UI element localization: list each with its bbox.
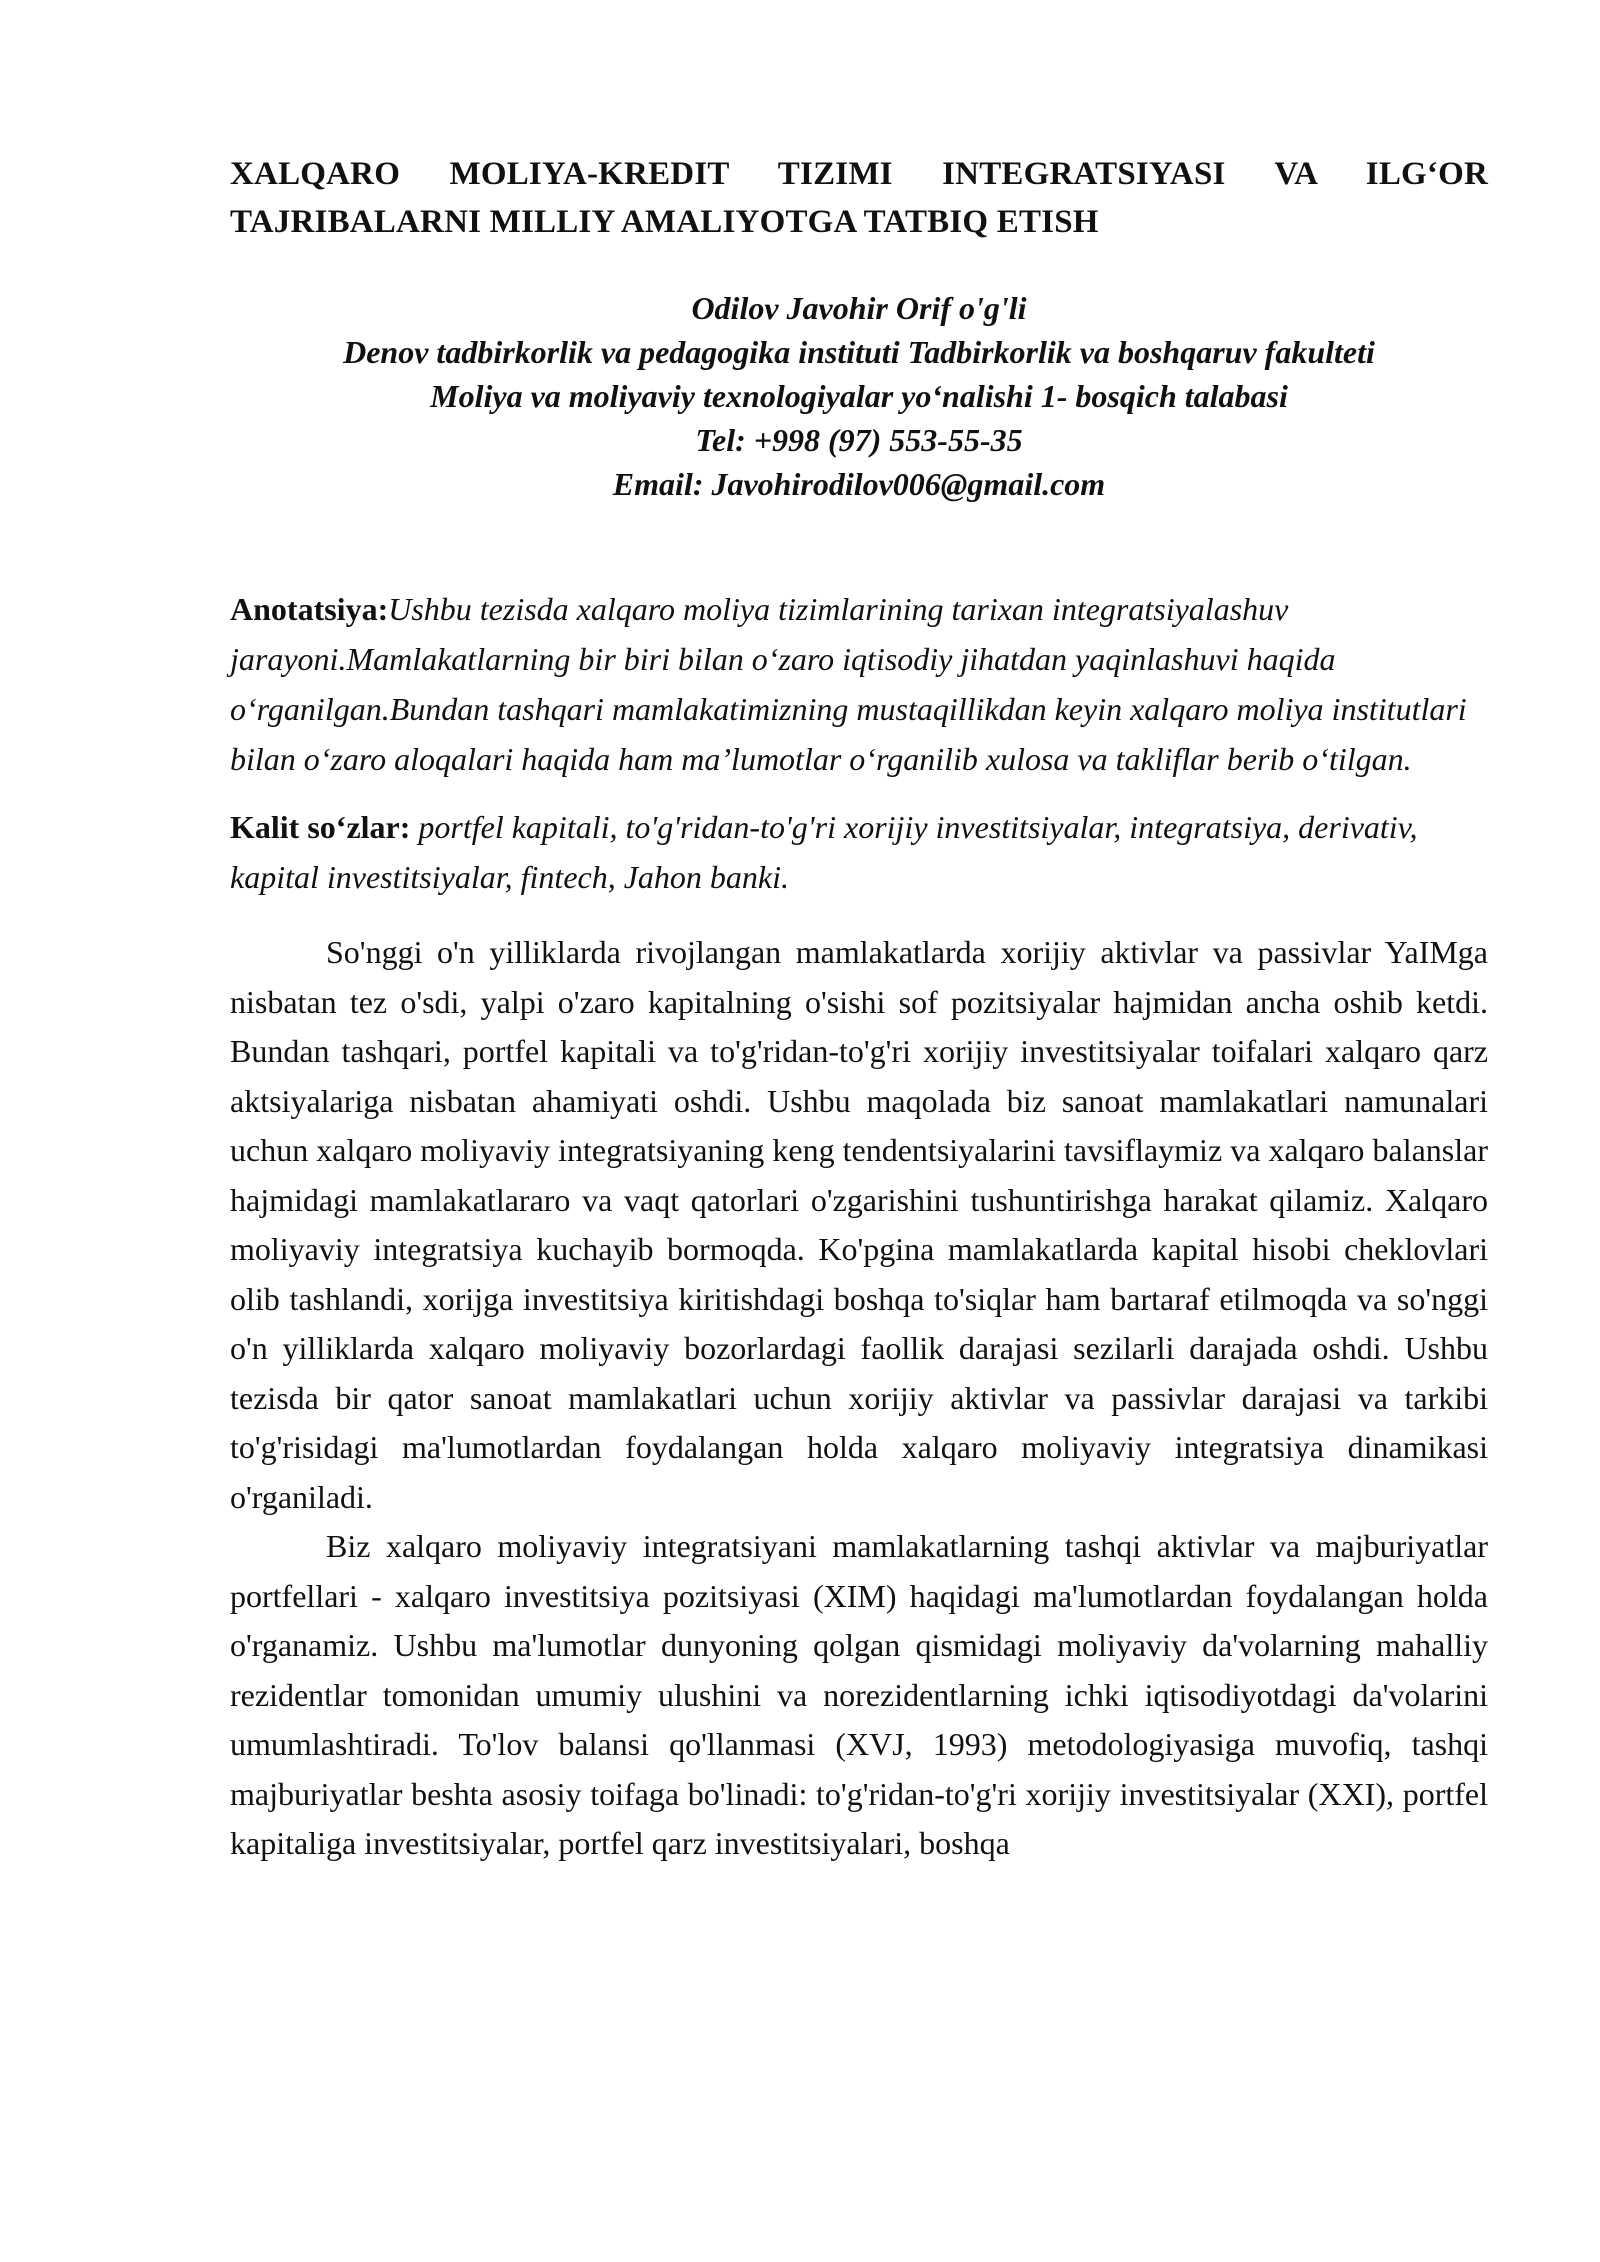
author-affiliation: Denov tadbirkorlik va pedagogika instituti Tadbirkorlik va boshqaruv fakulteti xyxy=(343,334,1375,370)
abstract-label: Anotatsiya: xyxy=(230,591,389,627)
keywords-label: Kalit so‘zlar: xyxy=(230,809,411,845)
author-program: Moliya va moliyaviy texnologiyalar yo‘nalishi 1- bosqich talabasi xyxy=(430,378,1288,414)
title-line-2: TAJRIBALARNI MILLIY AMALIYOTGA TATBIQ ETISH xyxy=(230,204,1099,240)
author-name: Odilov Javohir Orif o'g'li xyxy=(691,290,1027,326)
author-block xyxy=(230,286,1488,506)
author-phone: Tel: +998 (97) 553-55-35 xyxy=(695,422,1023,458)
body-text xyxy=(230,928,1488,1869)
body-paragraph: Biz xalqaro moliyaviy integratsiyani mamlakatlarning tashqi aktivlar va majburiyatlar portfellari - xalqaro investitsiya pozitsiyasi (XIM) haqidagi ma'lumotlardan foydalangan holda o'rganamiz. Ushbu ma'lumotlar dunyoning qolgan qismidagi moliyaviy da'volarning mahalliy rezidentlar tomonidan umumiy ulushini va norezidentlarning ichki iqtisodiyotdagi da'volarini umumlashtiradi. To'lov balansi qo'llanmasi (XVJ, 1993) metodologiyasiga muvofiq, tashqi majburiyatlar beshta asosiy toifaga bo'linadi: to'g'ridan-to'g'ri xorijiy investitsiyalar (XXI), portfel kapitaliga investitsiyalar, portfel qarz investitsiyalari, boshqa xyxy=(230,1528,1488,1861)
author-email: Email: Javohirodilov006@gmail.com xyxy=(612,466,1106,502)
abstract-text: Ushbu tezisda xalqaro moliya tizimlarining tarixan integratsiyalashuv jarayoni.Mamlakatlarning bir biri bilan o‘zaro iqtisodiy jihatdan yaqinlashuvi haqida o‘rganilgan.Bundan tashqari mamlakatimizning mustaqillikdan keyin xalqaro moliya institutlari bilan o‘zaro aloqalari haqida ham ma’lumotlar o‘rganilib xulosa va takliflar berib o‘tilgan. xyxy=(230,591,1467,777)
title-line-1: XALQARO MOLIYA-KREDIT TIZIMI INTEGRATSIYASI VA ILG‘OR xyxy=(230,156,1488,192)
abstract xyxy=(230,584,1488,784)
keywords xyxy=(230,802,1488,902)
keywords-text: portfel kapitali, to'g'ridan-to'g'ri xorijiy investitsiyalar, integratsiya, derivativ, kapital investitsiyalar, fintech, Jahon banki. xyxy=(230,809,1418,895)
page-title xyxy=(230,150,1488,246)
page-content xyxy=(230,150,1488,1869)
body-paragraph: So'nggi o'n yilliklarda rivojlangan mamlakatlarda xorijiy aktivlar va passivlar YaIMga nisbatan tez o'sdi, yalpi o'zaro kapitalning o'sishi sof pozitsiyalar hajmidan ancha oshib ketdi. Bundan tashqari, portfel kapitali va to'g'ridan-to'g'ri xorijiy investitsiyalar toifalari xalqaro qarz aktsiyalariga nisbatan ahamiyati oshdi. Ushbu maqolada biz sanoat mamlakatlari namunalari uchun xalqaro moliyaviy integratsiyaning keng tendentsiyalarini tavsiflaymiz va xalqaro balanslar hajmidagi mamlakatlararo va vaqt qatorlari o'zgarishini tushuntirishga harakat qilamiz. Xalqaro moliyaviy integratsiya kuchayib bormoqda. Ko'pgina mamlakatlarda kapital hisobi cheklovlari olib tashlandi, xorijga investitsiya kiritishdagi boshqa to'siqlar ham bartaraf etilmoqda va so'nggi o'n yilliklarda xalqaro moliyaviy bozorlardagi faollik darajasi sezilarli darajada oshdi. Ushbu tezisda bir qator sanoat mamlakatlari uchun xorijiy aktivlar va passivlar darajasi va tarkibi to'g'risidagi ma'lumotlardan foydalangan holda xalqaro moliyaviy integratsiya dinamikasi o'rganiladi. xyxy=(230,934,1488,1515)
